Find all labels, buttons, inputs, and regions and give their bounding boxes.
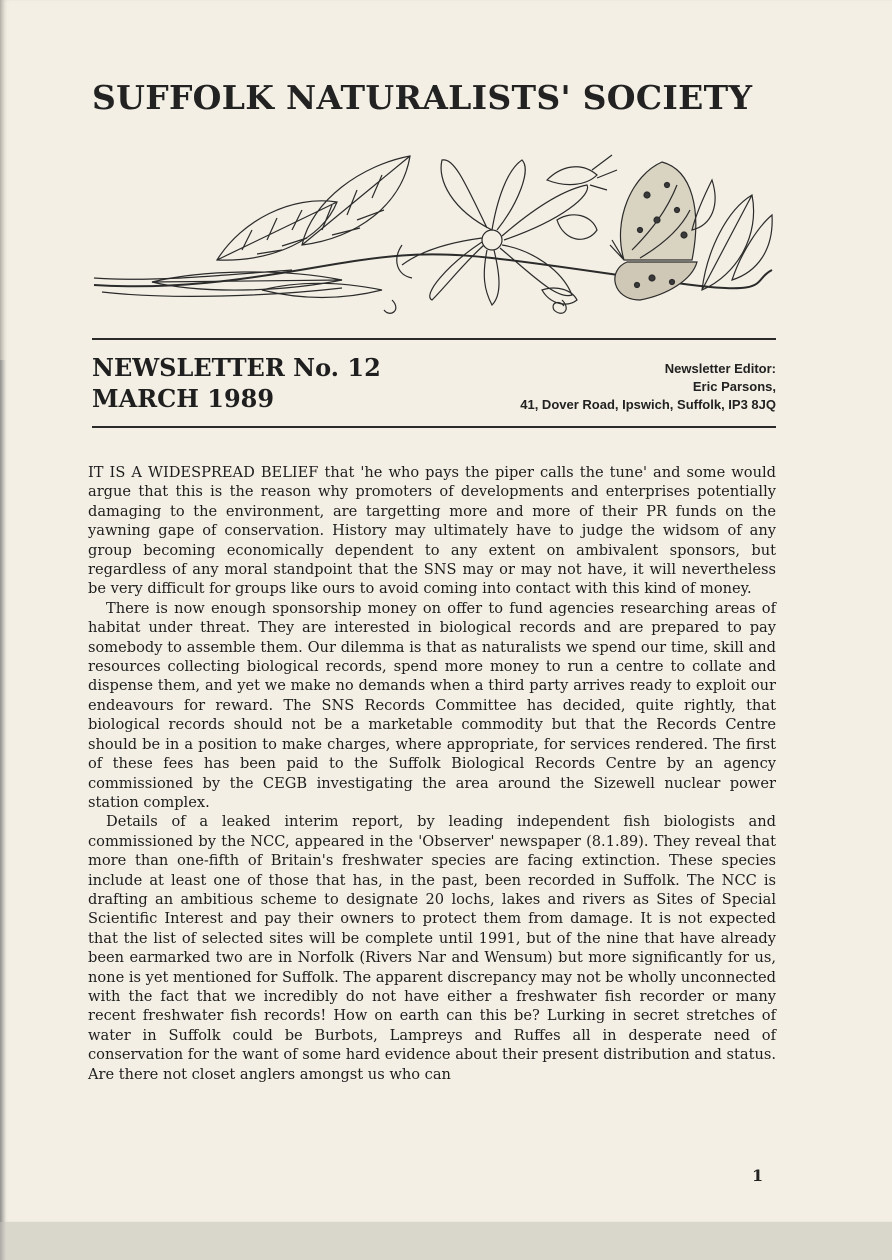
binding-shadow bbox=[0, 360, 6, 1260]
editor-label: Newsletter Editor: bbox=[664, 361, 776, 376]
article-body bbox=[88, 463, 776, 1084]
paragraph: IT IS A WIDESPREAD BELIEF that 'he who pays the piper calls the tune' and some would argue that this is the reason why promoters of developments and enterprises potentially damaging to the environment, are targetting more and more of their PR funds on the yawning gape of conservation. History may ultimately have to judge the widsom of any group becoming economically dependent to any extent on ambivalent sponsors, but regardless of any moral standpoint that the SNS may or may not have, it will nevertheless be very difficult for groups like ours to avoid coming into contact with this kind of money. bbox=[88, 464, 776, 598]
bottom-divider bbox=[92, 426, 776, 428]
page-number: 1 bbox=[752, 1166, 764, 1185]
paragraph: There is now enough sponsorship money on offer to fund agencies researching areas of habitat under threat. They are interested in biological records and are prepared to pay somebody to assemble them. Our dilemma is that as naturalists we spend our time, skill and resources collecting biological records, spend more money to run a centre to collate and dispense them, and yet we make no demands when a third party arrives ready to exploit our endeavours for reward. The SNS Records Committee has decided, quite rightly, that biological records should not be a marketable commodity but that the Records Centre should be in a position to make charges, where appropriate, for services rendered. The first of these fees has been paid to the Suffolk Biological Records Centre by an agency commissioned by the CEGB investigating the area around the Sizewell nuclear power station complex. bbox=[88, 599, 776, 811]
editor-block bbox=[520, 360, 776, 414]
top-divider bbox=[92, 338, 776, 340]
editor-name: Eric Parsons, bbox=[692, 379, 776, 394]
newsletter-number: NEWSLETTER No. 12 bbox=[92, 353, 381, 382]
paragraph: Details of a leaked interim report, by leading independent fish biologists and commissioned by the NCC, appeared in the 'Observer' newspaper (8.1.89). They reveal that more than one-fifth of Britain's freshwater species are facing extinction. These species include at least one of those that has, in the past, been recorded in Suffolk. The NCC is drafting an ambitious scheme to designate 20 lochs, lakes and rivers as Sites of Special Scientific Interest and pay their owners to protect them from damage. It is not expected that the list of selected sites will be complete until 1991, but of the nine that have already been earmarked two are in Norfolk (Rivers Nar and Wensum) but more significantly for us, none is yet mentioned for Suffolk. The apparent discrepancy may not be wholly unconnected with the fact that we incredibly do not have either a freshwater fish recorder or many recent freshwater fish records! How on earth can this be? Lurking in secret stretches of water in Suffolk could be Burbots, Lampreys and Ruffes all in desperate need of conservation for the want of some hard evidence about their present distribution and status. Are there not closet anglers amongst us who can bbox=[88, 813, 777, 1083]
issue-heading bbox=[92, 352, 381, 414]
newsletter-date: MARCH 1989 bbox=[92, 384, 275, 413]
honeysuckle-and-butterfly-illustration bbox=[92, 150, 782, 320]
society-title: SUFFOLK NATURALISTS' SOCIETY bbox=[92, 78, 753, 117]
editor-address: 41, Dover Road, Ipswich, Suffolk, IP3 8JQ bbox=[520, 397, 776, 412]
